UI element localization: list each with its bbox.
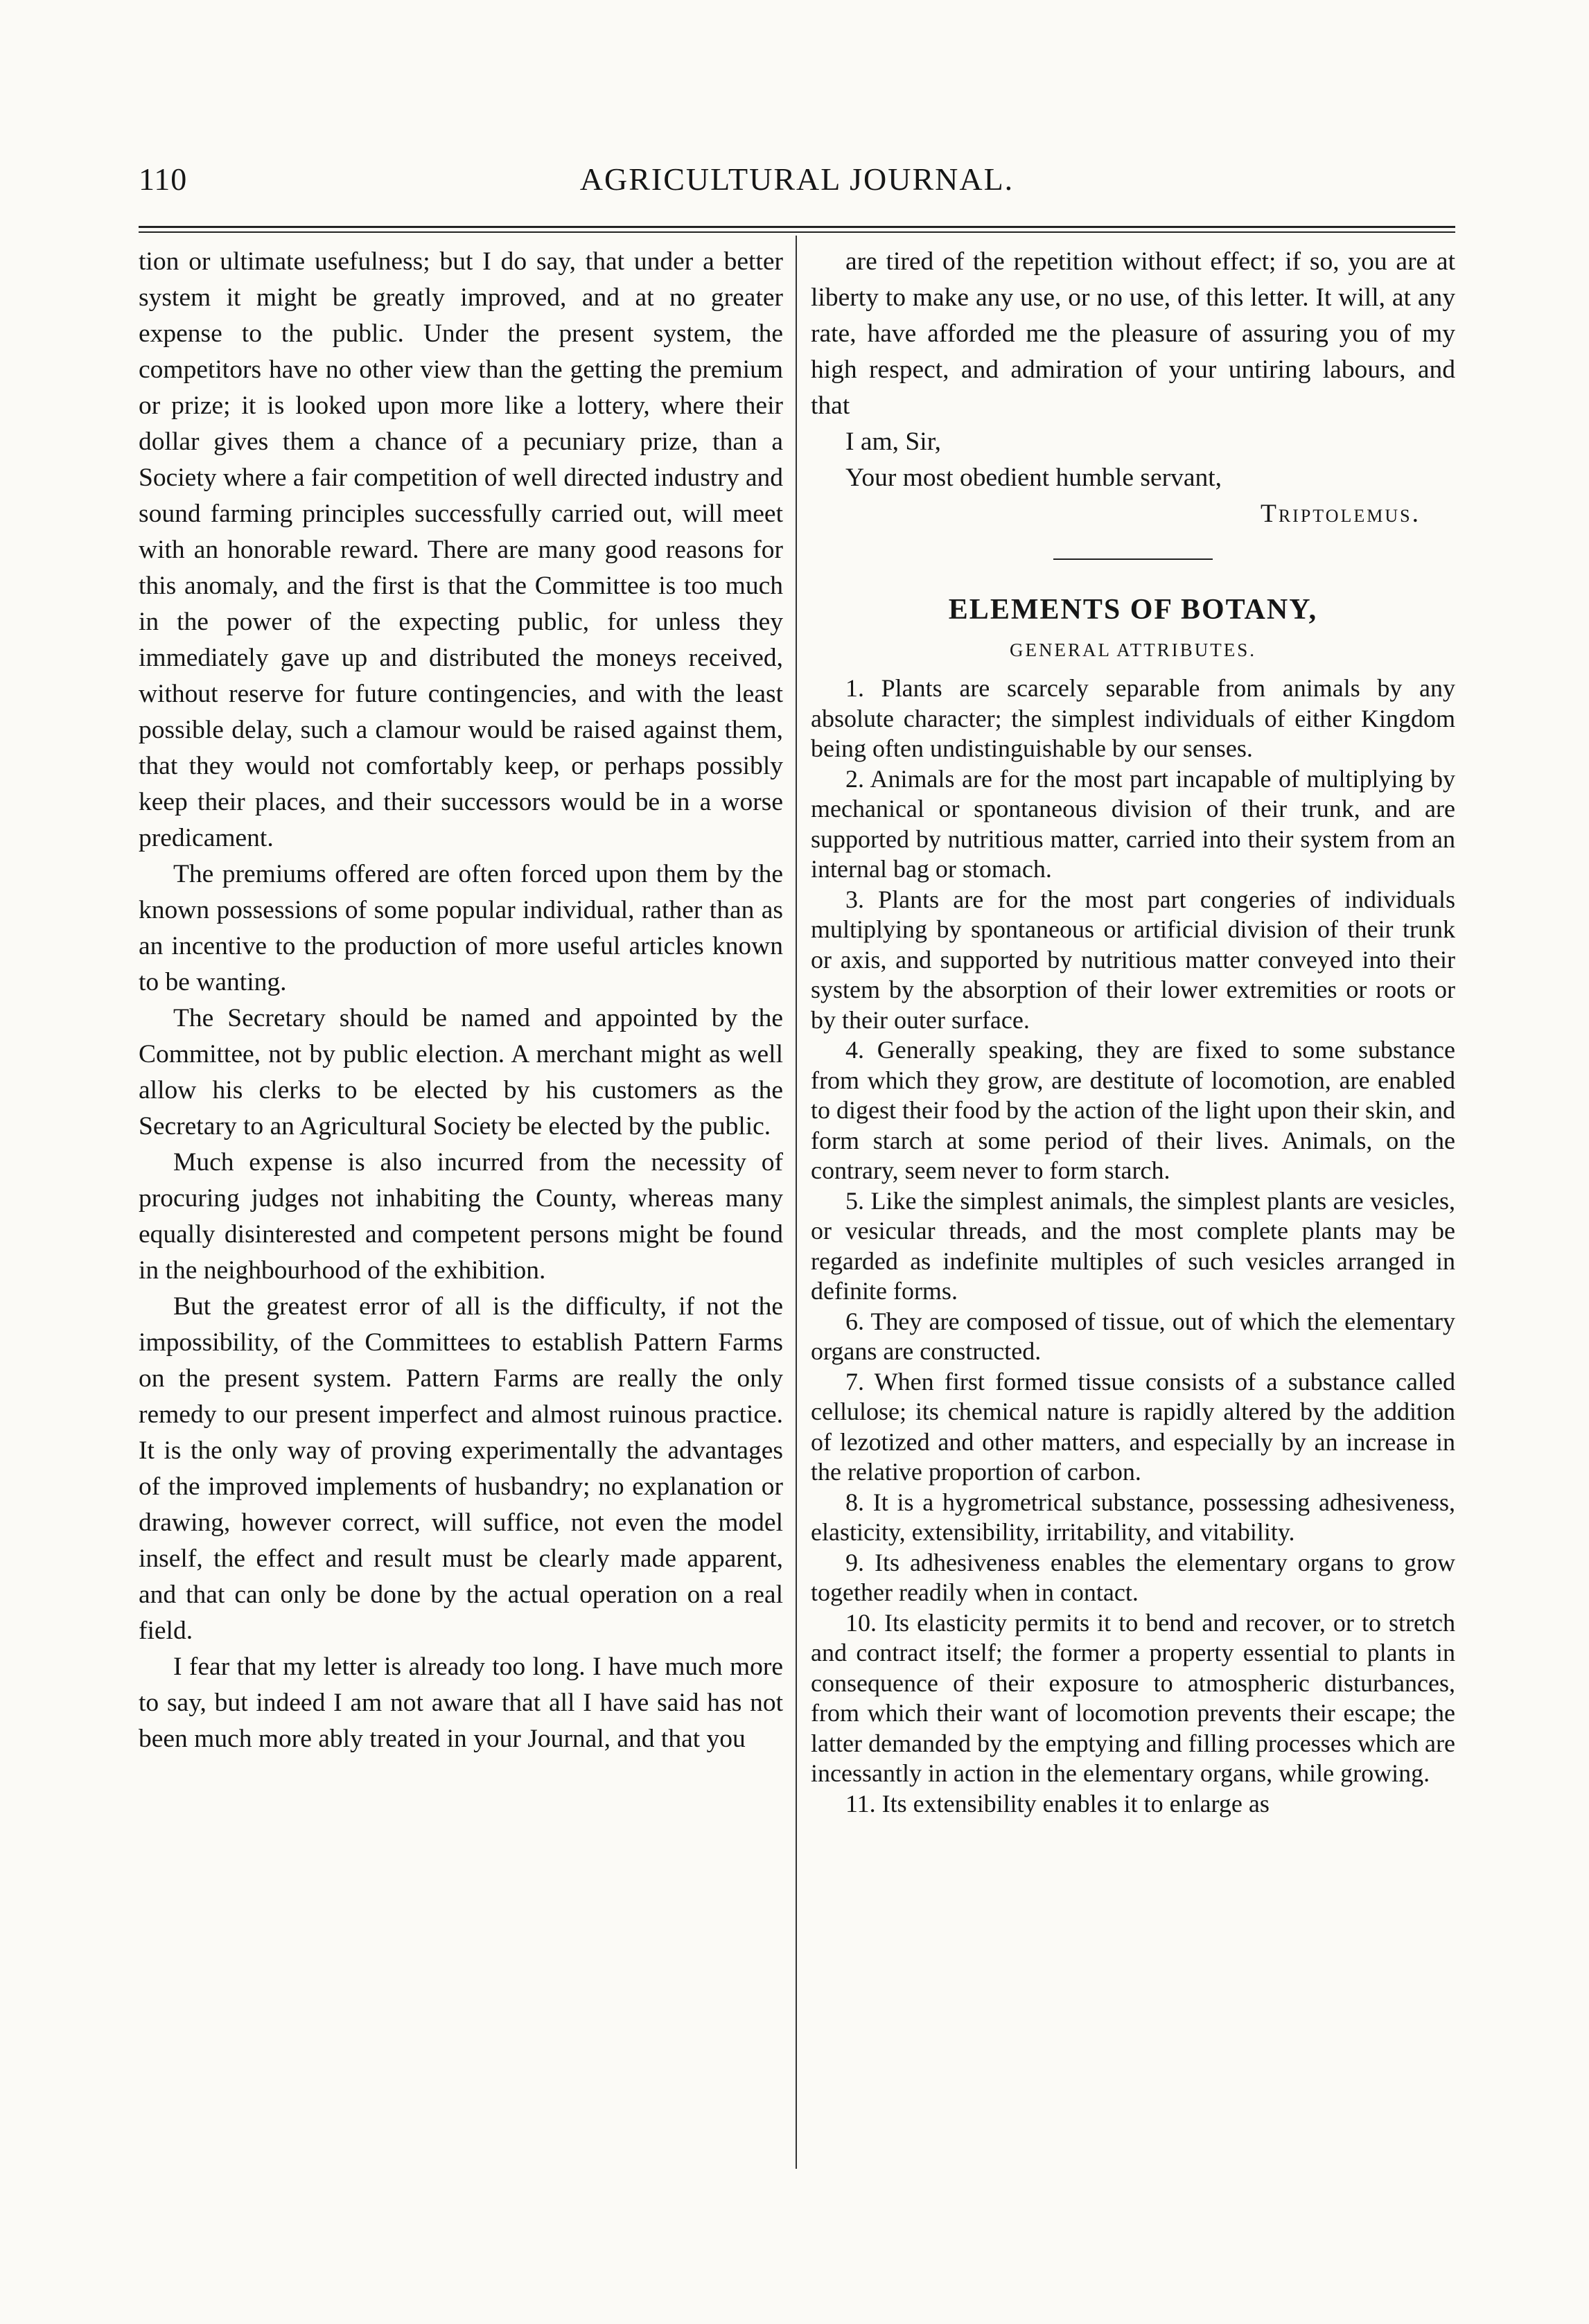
header-rule [139,226,1455,228]
paragraph: The Secretary should be named and appointed by the Committee, not by public election. A merchant might as well allow his clerks to be elected by his customers as the Secretary to an Agricultural Society be elected by the public. [139,1004,783,1141]
paragraph: Much expense is also incurred from the necessity of procuring judges not inhabiting the County, whereas many equally disinterested and competent persons might be found in the neighbourhood of the exhibition. [139,1148,783,1285]
numbered-item: 3. Plants are for the most part congeries of individuals multiplying by spontaneous or artificial division of their trunk or axis, and supported by nutritious matter conveyed into their system by the absorption of their lower extremities or roots or by their outer surface. [811,885,1455,1034]
section-subtitle: GENERAL ATTRIBUTES. [1010,640,1256,660]
page-header [139,161,1455,202]
letter-closing: Your most obedient humble servant, [845,464,1222,492]
numbered-item: 6. They are composed of tissue, out of which the elementary organs are constructed. [811,1307,1455,1365]
paragraph: But the greatest error of all is the difficulty, if not the impossibility, of the Committees to establish Pattern Farms on the present system. Pattern Farms are really the only remedy to our present imperfect and almost ruinous practice. It is the only way of proving experimentally the advantages of the improved implements of husbandry; no explanation or drawing, however correct, will suffice, not even the model inself, the effect and result must be clearly made apparent, and that can only be done by the actual operation on a real field. [139,1292,783,1645]
section-divider [1053,558,1213,560]
paragraph: The premiums offered are often forced upon them by the known possessions of some popular individual, rather than as an incentive to the production of more useful articles known to be wanting. [139,860,783,996]
numbered-item: 7. When first formed tissue consists of a substance called cellulose; its chemical nature is rapidly altered by the addition of lezotized and other matters, and especially by an increase in the relative proportion of carbon. [811,1367,1455,1486]
numbered-item: 2. Animals are for the most part incapable of multiplying by mechanical or spontaneous division of their trunk, and are supported by nutritious matter, carried into their system from an internal bag or stomach. [811,764,1455,883]
letter-salutation: I am, Sir, [845,428,942,456]
numbered-item: 5. Like the simplest animals, the simplest plants are vesicles, or vesicular threads, and the most complete plants may be regarded as indefinite multiples of such vesicles arranged in definite forms. [811,1186,1455,1305]
numbered-item: 8. It is a hygrometrical substance, possessing adhesiveness, elasticity, extensibility, irritability, and vitability. [811,1488,1455,1546]
section-title: ELEMENTS OF BOTANY, [948,594,1318,626]
paragraph: I fear that my letter is already too long. I have much more to say, but indeed I am not aware that all I have said has not been much more ably treated in your Journal, and that you [139,1653,783,1753]
right-column [811,244,1455,1819]
letter-conclusion: are tired of the repetition without effect; if so, you are at liberty to make any use, or no use, of this letter. It will, at any rate, have afforded me the pleasure of assuring you of my high respect, and admiration of your untiring labours, and that [811,247,1455,420]
column-divider [796,236,797,2169]
left-column [139,244,783,1757]
numbered-item: 9. Its adhesiveness enables the elementary organs to grow together readily when in contact. [811,1548,1455,1606]
numbered-item: 1. Plants are scarcely separable from animals by any absolute character; the simplest individuals of either Kingdom being often undistinguishable by our senses. [811,674,1455,762]
paragraph: tion or ultimate usefulness; but I do say, that under a better system it might be greatly improved, and at no greater expense to the public. Under the present system, the competitors have no other view than the getting the premium or prize; it is looked upon more like a lottery, where their dollar gives them a chance of a pecuniary prize, than a Society where a fair competition of well directed industry and sound farming principles successfully carried out, will meet with an honorable reward. There are many good reasons for this anomaly, and the first is that the Committee is too much in the power of the expecting public, for unless they immediately gave up and distributed the moneys received, without reserve for future contingencies, and with the least possible delay, such a clamour would be raised against them, that they would not comfortably keep, or perhaps possibly keep their places, and their successors would be in a worse predicament. [139,247,783,852]
letter-signature: Triptolemus. [1260,500,1421,528]
running-head: AGRICULTURAL JOURNAL. [579,161,1015,197]
header-rule-secondary [139,231,1455,233]
numbered-item: 4. Generally speaking, they are fixed to some substance from which they grow, are destitute of locomotion, are enabled to digest their food by the action of the light upon their skin, and form starch at some period of their lives. Animals, on the contrary, seem never to form starch. [811,1036,1455,1184]
numbered-item: 10. Its elasticity permits it to bend and recover, or to stretch and contract itself; the former a property essential to plants in consequence of their exposure to atmospheric disturbances, from which their want of locomotion prevents their escape; the latter demanded by the emptying and filling processes which are incessantly in action in the elementary organs, while growing. [811,1608,1455,1787]
numbered-item: 11. Its extensibility enables it to enlarge as [845,1789,1270,1817]
page-number: 110 [139,161,188,197]
